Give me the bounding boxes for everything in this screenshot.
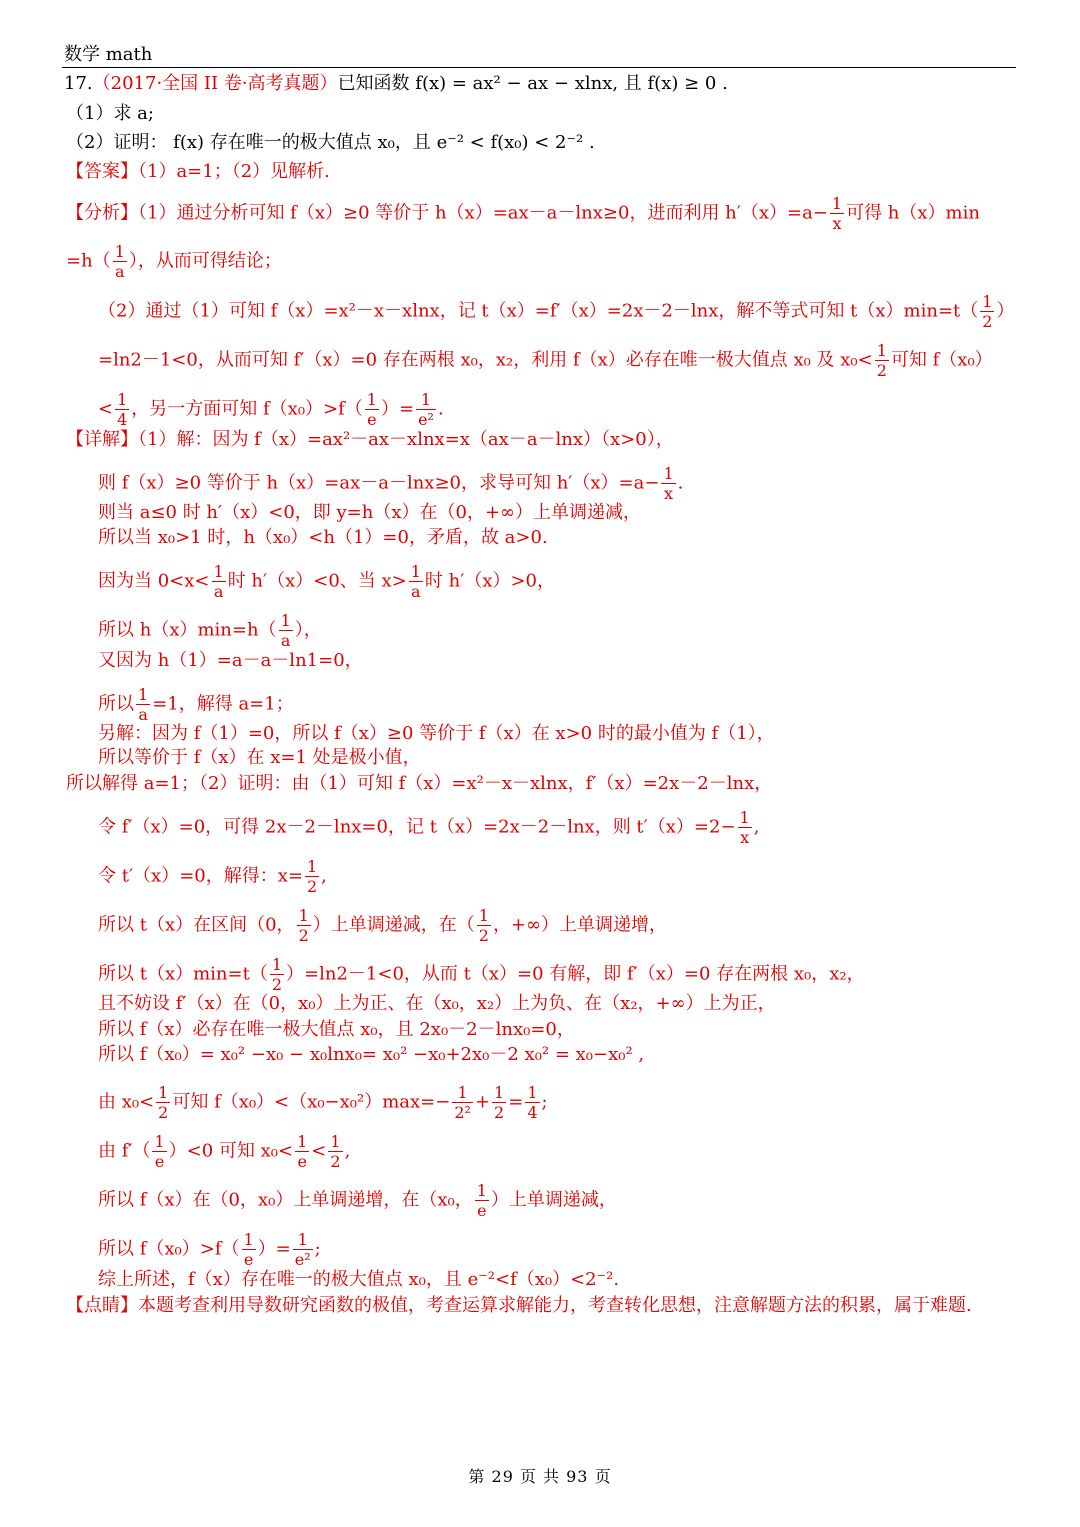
analysis-tag: 【分析】: [66, 202, 138, 224]
detail-line-9: 另解：因为 f（1）=0，所以 f（x）≥0 等价于 f（x）在 x>0 时的最小值为 f（1），: [98, 723, 775, 744]
fraction: $\frac{1}{a}$: [138, 685, 149, 724]
detail-text: 所以 t（x）在区间（0，: [98, 914, 295, 936]
detail-text: 所以 h（x）min=h（: [98, 619, 277, 641]
fraction: $\frac{1}{\text{e²}}$: [294, 1230, 311, 1269]
analysis-text: （1）通过分析可知 f（x）≥0 等价于 h（x）=ax－a－lnx≥0，进而利用 h′（x）=a−: [138, 202, 828, 224]
detail-line-1: [66, 428, 674, 452]
analysis-text: ）=: [380, 398, 415, 420]
question-2: （2）证明： f(x) 存在唯一的极大值点 x₀，且 e⁻² < f(x₀) < 2⁻² .: [66, 132, 595, 153]
detail-line-7: 又因为 h（1）=a－a－ln1=0，: [98, 650, 363, 671]
analysis-text: 可得 h（x）min: [846, 202, 980, 224]
detail-tag: 【详解】: [66, 429, 138, 450]
detail-text: 所以: [98, 693, 134, 715]
fraction: $\frac{1}{x}$: [663, 464, 674, 503]
analysis-line-4: [98, 341, 993, 380]
detail-line-22: [98, 1230, 321, 1269]
detail-line-20: [98, 1132, 350, 1171]
detail-line-12: [98, 808, 759, 847]
detail-line-4: 所以当 x₀>1 时，h（x₀）<h（1）=0，矛盾，故 a>0.: [98, 527, 548, 548]
fraction: $\frac{1}{2}$: [478, 906, 489, 945]
analysis-text: ，另一方面可知 f（x₀）>f（: [131, 398, 363, 420]
detail-text: ）<0 可知 x₀<: [168, 1140, 294, 1162]
detail-line-10: 所以等价于 f（x）在 x=1 处是极小值，: [98, 747, 421, 768]
detail-text: 时 h′（x）>0，: [424, 570, 556, 592]
detail-text: ）上单调递减，: [490, 1189, 617, 1211]
detail-line-8: [98, 685, 294, 724]
page-header: 数学 math: [64, 44, 153, 65]
detail-text: ）=: [257, 1238, 291, 1260]
analysis-text: ）: [996, 300, 1015, 322]
detail-text: 因为当 0<x<: [98, 570, 210, 592]
fraction: $\frac{1}{a}$: [280, 611, 291, 650]
fraction: $\frac{1}{2}$: [306, 857, 318, 896]
detail-text: ，+∞）上单调递增，: [492, 914, 668, 936]
fraction: $\frac{1}{2}$: [982, 292, 993, 331]
detail-text: 所以 t（x）min=t（: [98, 963, 268, 985]
fraction: $\frac{1}{e}$: [154, 1132, 165, 1171]
fraction: $\frac{1}{2}$: [271, 955, 283, 994]
detail-line-6: [98, 611, 322, 650]
detail-text: 令 f′（x）=0，可得 2x－2－lnx=0，记 t（x）=2x－2－lnx，则 t′（x）=2−: [98, 816, 736, 838]
detail-text: <: [311, 1140, 327, 1162]
fraction: $\frac{1}{e}$: [476, 1181, 487, 1220]
detail-text: 时 h′（x）<0、当 x>: [227, 570, 407, 592]
analysis-text: <: [98, 398, 114, 420]
fraction: $\frac{1}{x}$: [739, 808, 750, 847]
detail-text: 所以 f（x）在（0，x₀）上单调递增，在（x₀，: [98, 1189, 473, 1211]
fraction: $\frac{1}{\text{e²}}$: [418, 390, 434, 429]
detail-text: 由 f′（: [98, 1140, 151, 1162]
problem-line: [64, 72, 728, 96]
detail-text: 由 x₀<: [98, 1091, 155, 1113]
detail-line-13: [98, 857, 327, 896]
analysis-line-5: [98, 390, 444, 429]
fraction: $\frac{1}{e}$: [297, 1132, 308, 1171]
answer-text: （1）a=1；（2）见解析.: [138, 161, 330, 182]
detail-text: 令 t′（x）=0，解得：x=: [98, 865, 303, 887]
detail-line-2: [98, 464, 683, 503]
detail-line-5: [98, 562, 555, 601]
page-footer: 第 29 页 共 93 页: [468, 1467, 612, 1486]
fraction: $\frac{1}{2}$: [494, 1083, 505, 1122]
detail-text: =1，解得 a=1；: [152, 693, 294, 715]
detail-line-17: 所以 f（x）必存在唯一极大值点 x₀，且 2x₀－2－lnx₀=0，: [98, 1019, 575, 1040]
fraction: $\frac{1}{4}$: [117, 390, 128, 429]
fraction: $\frac{1}{x}$: [831, 194, 843, 233]
detail-text: +: [474, 1091, 491, 1113]
detail-line-16: 且不妨设 f′（x）在（0，x₀）上为正、在（x₀，x₂）上为负、在（x₂，+∞）上为正，: [98, 993, 776, 1014]
detail-text: ），: [294, 619, 322, 641]
detail-text: 可知 f（x₀）<（x₀−x₀²）max=−: [172, 1091, 451, 1113]
detail-text: ;: [541, 1091, 548, 1113]
answer-tag: 【答案】: [66, 161, 138, 182]
analysis-text: （2）通过（1）可知 f（x）=x²－x－xlnx，记 t（x）=f′（x）=2x－2－lnx，解不等式可知 t（x）min=t（: [98, 300, 979, 322]
fraction: $\frac{1}{a}$: [213, 562, 224, 601]
detail-text: ）上单调递减，在（: [312, 914, 475, 936]
detail-line-3: 则当 a≤0 时 h′（x）<0，即 y=h（x）在（0，+∞）上单调递减，: [98, 502, 642, 523]
fraction: $\frac{1}{a}$: [114, 242, 125, 281]
detail-text: 则 f（x）≥0 等价于 h（x）=ax－a－lnx≥0，求导可知 h′（x）=a−: [98, 472, 660, 494]
detail-line-15: [98, 955, 865, 994]
comment-line: [66, 1294, 972, 1318]
detail-line-11: 所以解得 a=1；（2）证明：由（1）可知 f（x）=x²－x－xlnx，f′（x）=2x－2－lnx，: [66, 773, 773, 794]
detail-line-19: [98, 1083, 548, 1122]
fraction: $\frac{1}{e}$: [243, 1230, 254, 1269]
detail-text: ,: [753, 816, 760, 838]
detail-text: 所以 f（x₀）>f（: [98, 1238, 240, 1260]
detail-text: （1）解：因为 f（x）=ax²－ax－xlnx=x（ax－a－lnx）（x>0），: [138, 429, 674, 450]
analysis-line-3: [98, 292, 1014, 331]
detail-text: ;: [314, 1238, 321, 1260]
fraction: $\frac{1}{2}$: [158, 1083, 169, 1122]
problem-number: 17.: [64, 73, 93, 94]
detail-text: =: [508, 1091, 524, 1113]
comment-text: 本题考查利用导数研究函数的极值，考查运算求解能力，考查转化思想，注意解题方法的积累，属于难题.: [138, 1295, 972, 1316]
detail-line-21: [98, 1181, 617, 1220]
problem-stem: 已知函数 f(x) = ax² − ax − xlnx, 且 f(x) ≥ 0 .: [337, 73, 728, 94]
analysis-text: =ln2－1<0，从而可知 f′（x）=0 存在两根 x₀，x₂，利用 f（x）必存在唯一极大值点 x₀ 及 x₀<: [98, 349, 873, 371]
analysis-text: 可知 f（x₀）: [890, 349, 993, 371]
detail-line-14: [98, 906, 667, 945]
detail-text: ,: [321, 865, 327, 887]
fraction: $\frac{1}{a}$: [410, 562, 421, 601]
detail-text: ,: [344, 1140, 351, 1162]
analysis-text: ），从而可得结论；: [128, 250, 282, 272]
comment-tag: 【点睛】: [66, 1295, 138, 1316]
detail-text: ）=ln2－1<0，从而 t（x）=0 有解，即 f′（x）=0 存在两根 x₀，x₂，: [286, 963, 865, 985]
fraction: $\frac{1}{2}$: [876, 341, 887, 380]
problem-source: （2017·全国 II 卷·高考真题）: [92, 73, 338, 94]
fraction: $\frac{1}{\text{2²}}$: [454, 1083, 471, 1122]
analysis-line-2: [66, 242, 282, 281]
fraction: $\frac{1}{e}$: [366, 390, 377, 429]
analysis-text: .: [437, 398, 444, 420]
answer-line: [66, 160, 330, 184]
detail-text: .: [677, 472, 684, 494]
fraction: $\frac{1}{2}$: [298, 906, 309, 945]
fraction: $\frac{1}{2}$: [330, 1132, 341, 1171]
fraction: $\frac{1}{4}$: [527, 1083, 538, 1122]
detail-line-23: 综上所述，f（x）存在唯一的极大值点 x₀，且 e⁻²<f（x₀）<2⁻².: [98, 1269, 620, 1290]
detail-line-18: 所以 f（x₀）= x₀² −x₀ − x₀lnx₀= x₀² −x₀+2x₀－2 x₀² = x₀−x₀² ,: [98, 1044, 645, 1065]
question-1: （1）求 a;: [66, 103, 154, 124]
header-divider: [62, 67, 1016, 68]
analysis-line-1: [66, 194, 980, 233]
analysis-text: =h（: [66, 250, 111, 272]
